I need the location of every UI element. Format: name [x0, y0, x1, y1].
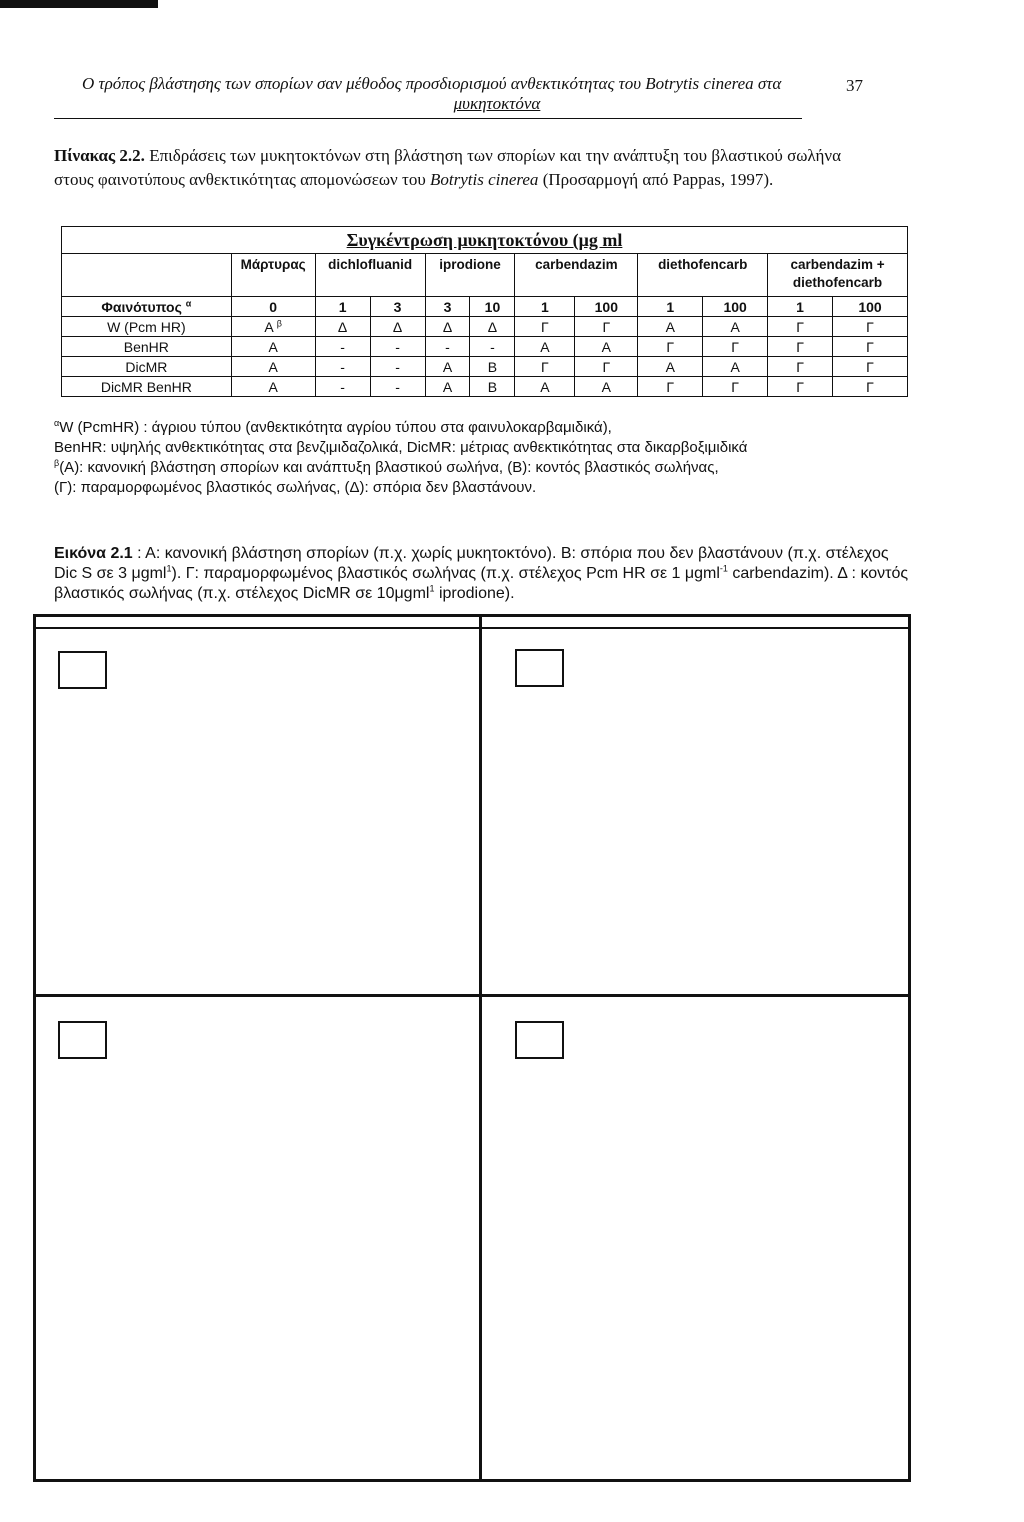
table-cell: Α — [638, 357, 703, 377]
row-label: W (Pcm HR) — [62, 317, 232, 337]
table-cell: Γ — [703, 377, 768, 397]
micrograph-panel-d — [482, 997, 908, 1479]
header-dichlofluanid: dichlofluanid — [315, 254, 425, 297]
figure-caption-text: carbendazim). Δ : κοντός βλαστικός σωλήνας (π.χ. στέλεχος DicMR σε 10μgml — [54, 565, 909, 602]
table-cell: Α — [703, 357, 768, 377]
table-footnotes — [54, 418, 914, 498]
micrograph-panel-c — [36, 997, 479, 1479]
figure-caption-sup: 1 — [166, 563, 172, 574]
conc-cell: 1 — [315, 297, 370, 317]
micrograph-panel-b — [482, 629, 908, 994]
conc-cell: 3 — [370, 297, 425, 317]
conc-cell: 1 — [515, 297, 575, 317]
figure-caption-label: Εικόνα 2.1 — [54, 545, 133, 562]
figure-caption-text: : Α: κανονική βλάστηση σπορίων (π.χ. χωρίς μυκητοκτόνο). Β: σπόρια που δεν βλαστάνουν (π.χ. στέλεχος Dic S σε 3 μgml — [54, 545, 889, 582]
page-number: 37 — [846, 76, 863, 95]
row-label: DicMR BenHR — [62, 377, 232, 397]
footnote-line — [54, 418, 914, 438]
table-cell: Α — [231, 337, 315, 357]
conc-cell: 100 — [833, 297, 908, 317]
panel-label-box — [58, 651, 107, 689]
header-carbendazim-diethofencarb: carbendazim + diethofencarb — [768, 254, 908, 297]
table-caption — [54, 144, 864, 192]
blank-corner — [62, 254, 232, 297]
running-header — [82, 74, 872, 114]
table-cell: Δ — [470, 317, 515, 337]
micrograph-figure — [33, 614, 911, 1482]
table-cell: - — [470, 337, 515, 357]
panel-label-box — [58, 1021, 107, 1059]
panel-label-box — [515, 1021, 564, 1059]
table-cell: Γ — [515, 317, 575, 337]
table-cell: - — [370, 357, 425, 377]
header-title-line1: Ο τρόπος βλάστησης των σπορίων σαν μέθοδος προσδιορισμού ανθεκτικότητας του Botrytis cinerea στα — [82, 74, 782, 93]
table-cell: Δ — [315, 317, 370, 337]
figure-top-strip — [36, 617, 908, 629]
figure-caption-text: ). Γ: παραμορφωμένος βλαστικός σωλήνας (π.χ. στέλεχος Pcm HR σε 1 μgml — [171, 565, 720, 582]
table-cell: Γ — [768, 317, 833, 337]
table-cell: Γ — [833, 317, 908, 337]
table-cell: Γ — [638, 377, 703, 397]
table-cell: Α — [575, 337, 638, 357]
conc-cell: 3 — [425, 297, 470, 317]
table-cell: Γ — [833, 357, 908, 377]
table-cell: Α — [575, 377, 638, 397]
table-cell: Γ — [833, 377, 908, 397]
footnote-beta: β — [54, 458, 60, 468]
table-cell: - — [315, 337, 370, 357]
cell-value: Α — [264, 318, 273, 335]
table-cell: - — [370, 377, 425, 397]
panel-label-box — [515, 649, 564, 687]
table-caption-species: Botrytis cinerea — [430, 170, 539, 189]
table-cell: Α — [425, 377, 470, 397]
table-cell: Α — [515, 377, 575, 397]
table-cell: Γ — [703, 337, 768, 357]
footnote-line — [54, 458, 914, 478]
table-row — [62, 317, 908, 337]
phenotype-label: Φαινότυπος — [101, 298, 182, 315]
figure-caption-sup: 1 — [429, 583, 435, 594]
micrograph-panel-a — [36, 629, 479, 994]
figure-caption-text: iprodione). — [438, 585, 515, 602]
table-caption-source: (Προσαρμογή από Pappas, 1997). — [542, 170, 774, 189]
table-cell: - — [425, 337, 470, 357]
concentration-row — [62, 297, 908, 317]
table-title-row — [62, 227, 908, 254]
table-caption-label: Πίνακας 2.2. — [54, 146, 145, 165]
table-cell: - — [315, 377, 370, 397]
row-label: BenHR — [62, 337, 232, 357]
row-label: DicMR — [62, 357, 232, 377]
table-caption-text: Επιδράσεις των μυκητοκτόνων στη βλάστηση των σπορίων και την ανάπτυξη του βλαστικού σωλήνα στους φαινοτύπους ανθεκτικότητας απομονώσεων του — [54, 146, 841, 189]
table-cell: - — [315, 357, 370, 377]
table-cell: Γ — [833, 337, 908, 357]
table-cell: Α — [638, 317, 703, 337]
table-cell: Γ — [768, 337, 833, 357]
table-cell: Γ — [768, 357, 833, 377]
table-row — [62, 357, 908, 377]
table-cell — [231, 317, 315, 337]
conc-cell: 0 — [231, 297, 315, 317]
footnote-text: (Α): κανονική βλάστηση σπορίων και ανάπτυξη βλαστικού σωλήνα, (Β): κοντός βλαστικός σωλήνας, — [59, 459, 719, 476]
conc-cell: 10 — [470, 297, 515, 317]
table-cell: Α — [425, 357, 470, 377]
table-cell: Γ — [515, 357, 575, 377]
phenotype-sup: α — [185, 297, 192, 308]
table-cell: Γ — [575, 357, 638, 377]
header-diethofencarb: diethofencarb — [638, 254, 768, 297]
table-cell: - — [370, 337, 425, 357]
table-row — [62, 377, 908, 397]
cell-sup: β — [276, 317, 282, 328]
table-cell: Δ — [370, 317, 425, 337]
footnote-alpha: α — [54, 418, 60, 428]
footnote-line: BenHR: υψηλής ανθεκτικότητας στα βενζιμιδαζολικά, DicMR: μέτριας ανθεκτικότητας στα δικαρβοξιμιδικά — [54, 439, 748, 456]
top-rule-bar — [0, 0, 158, 8]
table-cell: Α — [231, 377, 315, 397]
header-control: Μάρτυρας — [231, 254, 315, 297]
table-cell: Β — [470, 357, 515, 377]
header-carbendazim: carbendazim — [515, 254, 638, 297]
conc-cell: 100 — [703, 297, 768, 317]
phenotype-label-cell — [62, 297, 232, 317]
figure-caption-sup: -1 — [719, 563, 728, 574]
table-cell: Α — [515, 337, 575, 357]
footnote-line: (Γ): παραμορφωμένος βλαστικός σωλήνας, (Δ): σπόρια δεν βλαστάνουν. — [54, 479, 537, 496]
table-cell: Δ — [425, 317, 470, 337]
header-rule — [54, 118, 802, 119]
header-title-line2: μυκητοκτόνα — [453, 94, 541, 113]
figure-caption — [54, 544, 914, 604]
table-cell: Α — [231, 357, 315, 377]
footnote-text: W (PcmHR) : άγριου τύπου (ανθεκτικότητα αγρίου τύπου στα φαινυλοκαρβαμιδικά), — [59, 419, 612, 436]
conc-cell: 1 — [638, 297, 703, 317]
table-cell: Β — [470, 377, 515, 397]
conc-cell: 100 — [575, 297, 638, 317]
table-row — [62, 337, 908, 357]
table-title: Συγκέντρωση μυκητοκτόνου (μg ml — [62, 227, 908, 254]
conc-cell: 1 — [768, 297, 833, 317]
table-cell: Α — [703, 317, 768, 337]
fungicide-effects-table — [61, 226, 908, 397]
table-cell: Γ — [638, 337, 703, 357]
table-cell: Γ — [768, 377, 833, 397]
header-iprodione: iprodione — [425, 254, 515, 297]
table-cell: Γ — [575, 317, 638, 337]
compound-header-row — [62, 254, 908, 297]
